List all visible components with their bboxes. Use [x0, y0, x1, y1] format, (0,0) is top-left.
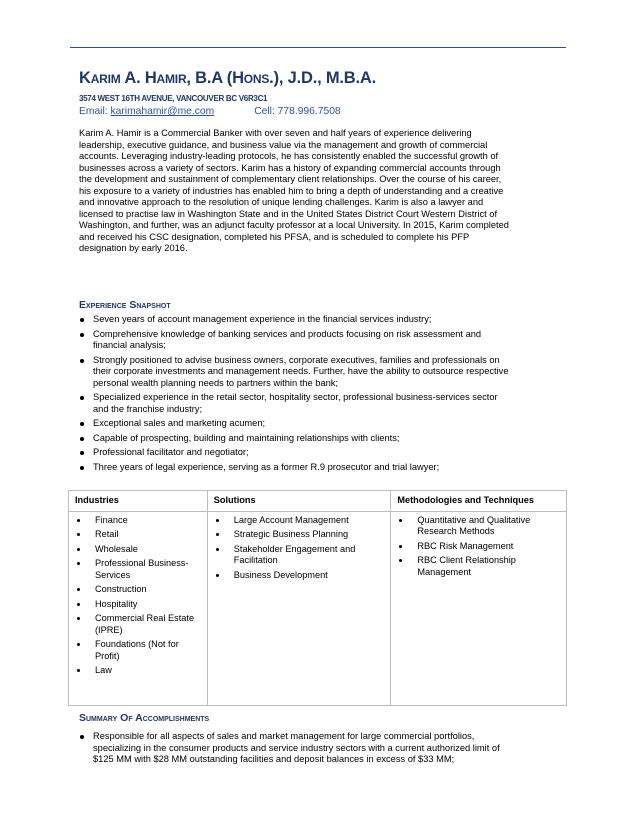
experience-heading: Experience Snapshot — [79, 299, 171, 311]
email-label: Email: — [79, 106, 111, 117]
solution-item: Stakeholder Engagement and Facilitation — [214, 544, 385, 567]
industry-item: Retail — [75, 529, 201, 541]
experience-item: Strongly positioned to advise business owners, corporate executives, families and professionals on their corporate investments and management needs. Further, have the ability to outsource respective personal wealth planning needs to partners within the bank; — [79, 355, 563, 390]
experience-item: Specialized experience in the retail sector, hospitality sector, professional business-services sector and the franchise industry; — [79, 392, 563, 415]
accomplishment-item: Responsible for all aspects of sales and market management for large commercial portfolios, specializing in the consumer products and service industry sectors with a current authorized limit of $125 MM with $28 MM outstanding facilities and deposit balances in excess of $33 MM; — [79, 731, 563, 766]
contact-line — [79, 106, 341, 117]
skills-table — [68, 490, 567, 706]
solutions-cell — [207, 511, 391, 705]
experience-item: Three years of legal experience, serving as a former R.9 prosecutor and trial lawyer; — [79, 462, 563, 474]
solutions-header: Solutions — [207, 491, 391, 512]
industry-item: Finance — [75, 515, 201, 527]
experience-item: Comprehensive knowledge of banking services and products focusing on risk assessment and financial analysis; — [79, 329, 563, 352]
industry-item: Foundations (Not for Profit) — [75, 639, 201, 662]
cell-phone: Cell: 778.996.7508 — [254, 106, 341, 117]
industry-item: Commercial Real Estate (IPRE) — [75, 613, 201, 636]
profile-summary: Karim A. Hamir is a Commercial Banker with over seven and half years of experience delivering leadership, executive guidance, and business value via the management and growth of commercial accounts. Leveraging industry-leading protocols, he has consistently enabled the successful growth of businesses across a variety of sectors. Karim has a history of expanding commercial accounts through the development and sustainment of complementary client relationships. Over the course of his career, his exposure to a variety of industries has enabled him to bring a depth of understanding and a creative and innovative approach to the resolution of unique lending challenges. Karim is also a lawyer and licensed to practise law in Washington State and in the United States District Court Western District of Washington, and further, was an adjunct faculty professor at a local University. In 2015, Karim completed and received his CSC designation, completed his PFSA, and is scheduled to complete his PFP designation by early 2016. — [79, 128, 509, 253]
methodologies-header: Methodologies and Techniques — [391, 491, 567, 512]
industry-item: Law — [75, 665, 201, 677]
methodology-item: RBC Client Relationship Management — [397, 555, 560, 578]
accomplishments-list — [79, 731, 563, 769]
solution-item: Business Development — [214, 570, 385, 582]
methodologies-list — [397, 515, 560, 579]
industry-item: Hospitality — [75, 599, 201, 611]
accomplishments-heading: Summary Of Accomplishments — [79, 712, 210, 724]
experience-item: Seven years of account management experience in the financial services industry; — [79, 314, 563, 326]
methodology-item: Quantitative and Qualitative Research Methods — [397, 515, 560, 538]
experience-list — [79, 314, 563, 476]
industries-list — [75, 515, 201, 677]
address: 3574 WEST 16TH AVENUE, VANCOUVER BC V6R3C1 — [79, 94, 268, 103]
industries-cell — [69, 511, 208, 705]
industry-item: Construction — [75, 584, 201, 596]
email-link[interactable]: karimahamir@me.com — [110, 106, 215, 117]
experience-item: Exceptional sales and marketing acumen; — [79, 418, 563, 430]
solution-item: Large Account Management — [214, 515, 385, 527]
industry-item: Professional Business-Services — [75, 558, 201, 581]
top-divider — [70, 47, 566, 48]
industries-header: Industries — [69, 491, 208, 512]
methodology-item: RBC Risk Management — [397, 541, 560, 553]
industry-item: Wholesale — [75, 544, 201, 556]
candidate-name: Karim A. Hamir, B.A (Hons.), J.D., M.B.A. — [79, 69, 376, 87]
solutions-list — [214, 515, 385, 582]
solution-item: Strategic Business Planning — [214, 529, 385, 541]
experience-item: Professional facilitator and negotiator; — [79, 447, 563, 459]
experience-item: Capable of prospecting, building and maintaining relationships with clients; — [79, 433, 563, 445]
methodologies-cell — [391, 511, 567, 705]
